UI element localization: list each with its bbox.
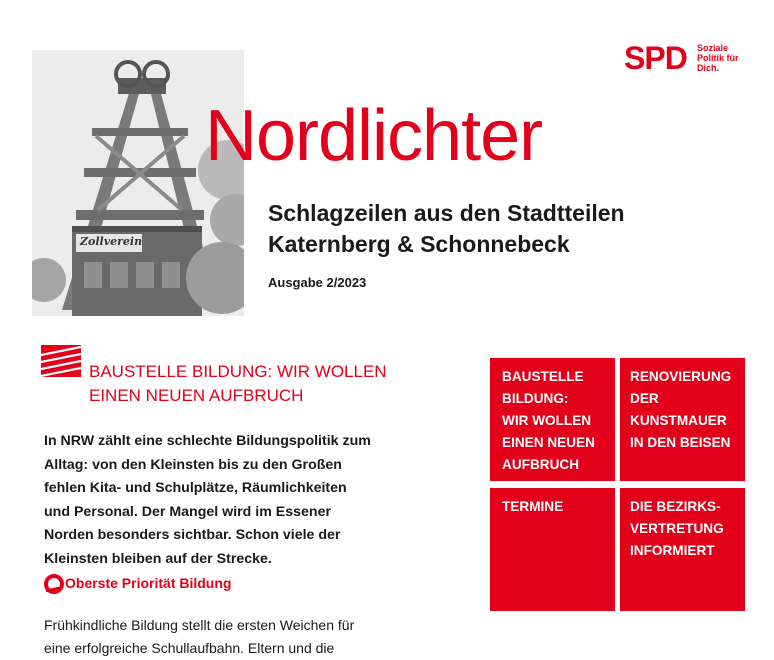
tile-line: WIR WOLLEN: [502, 413, 592, 428]
nav-tile-bezirksvertretung[interactable]: [620, 488, 745, 611]
lead-line: Kleinsten bleiben auf der Strecke.: [44, 550, 272, 567]
lead-line: fehlen Kita- und Schulplätze, Räumlichkeiten: [44, 480, 347, 496]
tile-line: BAUSTELLE: [502, 369, 584, 384]
body-line: eine erfolgreiche Schullaufbahn. Eltern und die: [44, 640, 335, 656]
lead-line: und Personal. Der Mangel wird im Essener: [44, 503, 331, 520]
lead-line: Norden besonders sichtbar. Schon viele der: [44, 527, 341, 543]
article-heading-line: EINEN NEUEN AUFBRUCH: [89, 386, 304, 405]
tile-line: BILDUNG:: [502, 391, 569, 406]
article-heading: [89, 360, 387, 408]
header-photo: [32, 50, 244, 316]
subtitle-line: Schlagzeilen aus den Stadtteilen: [268, 200, 625, 226]
body-line: Frühkindliche Bildung stellt die ersten Weichen für: [44, 617, 355, 633]
issue-number: Ausgabe 2/2023: [268, 275, 367, 290]
tile-line: IN DEN BEISEN: [630, 435, 731, 450]
spd-logo[interactable]: [624, 40, 744, 76]
tile-line: TERMINE: [502, 499, 564, 514]
logo-wordmark: SPD: [624, 40, 687, 76]
tile-line: AUFBRUCH: [502, 457, 580, 472]
tile-line: INFORMIERT: [630, 543, 715, 558]
article-heading-line: BAUSTELLE BILDUNG: WIR WOLLEN: [89, 362, 387, 381]
stripes-icon: [41, 345, 81, 377]
masthead-title: Nordlichter: [205, 96, 543, 176]
tile-line: RENOVIERUNG: [630, 369, 732, 384]
subheading-text: Oberste Priorität Bildung: [65, 575, 232, 591]
logo-tagline-line: Dich.: [697, 63, 720, 73]
article-lead: [44, 430, 394, 571]
article-body: [44, 614, 384, 660]
logo-tagline: [697, 43, 757, 73]
tile-line: KUNSTMAUER: [630, 413, 727, 428]
tile-line: DER: [630, 391, 659, 406]
photo-sign-text: Zollverein: [80, 235, 143, 248]
lead-line: In NRW zählt eine schlechte Bildungspolitik zum: [44, 433, 371, 449]
logo-tagline-line: Politik für: [697, 53, 739, 63]
circle-icon: [43, 573, 65, 595]
tile-line: DIE BEZIRKS-: [630, 499, 721, 514]
nav-tile-termine[interactable]: [490, 488, 615, 611]
tile-line: VERTRETUNG: [630, 521, 724, 536]
subtitle: [268, 198, 625, 260]
nav-tile-kunstmauer[interactable]: [620, 358, 745, 481]
subtitle-line: Katernberg & Schonnebeck: [268, 231, 570, 257]
lead-line: Alltag: von den Kleinsten bis zu den Großen: [44, 456, 342, 473]
nav-tile-baustelle-bildung[interactable]: [490, 358, 615, 481]
logo-tagline-line: Soziale: [697, 43, 729, 53]
tile-line: EINEN NEUEN: [502, 435, 595, 450]
